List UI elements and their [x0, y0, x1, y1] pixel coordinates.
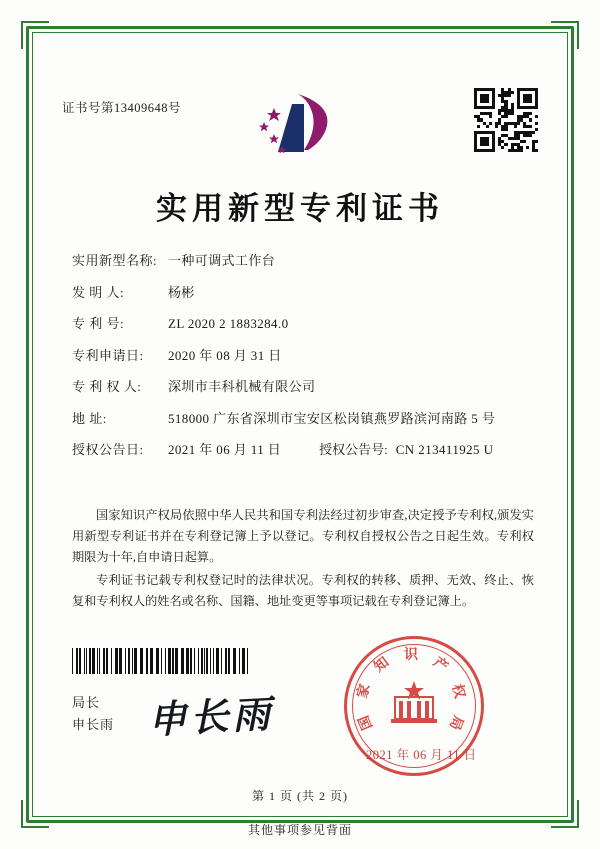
barcode — [72, 648, 250, 674]
seal-date: 2021 年 06 月 11 日 — [366, 748, 477, 762]
director-name-label: 申长雨 — [72, 717, 115, 732]
field-label: 专 利 权 人: — [72, 379, 142, 394]
paragraph-2: 专利证书记载专利权登记时的法律状况。专利权的转移、质押、无效、终止、恢复和专利权人的姓名或名称、国籍、地址变更等事项记载在专利登记簿上。 — [72, 573, 534, 608]
field-value: 518000 广东省深圳市宝安区松岗镇燕罗路滨河南路 5 号 — [168, 410, 496, 426]
field-row-application-date — [72, 347, 536, 365]
corner-ornament-top-left — [21, 21, 49, 49]
page-indicator: 第 1 页 (共 2 页) — [252, 789, 348, 803]
grant-date-value: 2021 年 06 月 11 日 — [168, 442, 282, 457]
field-label: 专 利 号: — [72, 316, 125, 331]
director-role-label: 局长 — [72, 695, 101, 710]
field-label: 专利申请日: — [72, 347, 144, 363]
field-row-patent-number — [72, 315, 536, 333]
legal-text — [72, 505, 534, 614]
page-title: 实用新型专利证书 — [156, 191, 444, 226]
qr-code — [474, 88, 538, 152]
field-value: 一种可调式工作台 — [168, 253, 276, 268]
field-list — [72, 252, 536, 473]
field-value: 杨彬 — [168, 284, 195, 300]
corner-ornament-top-right — [551, 21, 579, 49]
signature-block — [72, 692, 114, 736]
certificate-number: 证书号第13409648号 — [62, 101, 182, 115]
cnipa-logo-icon — [252, 88, 338, 160]
handwritten-signature: 申长雨 — [147, 693, 276, 743]
grant-number-label: 授权公告号: — [319, 442, 388, 457]
paragraph-1: 国家知识产权局依照中华人民共和国专利法经过初步审查,决定授予专利权,颁发实用新型专利证书并在专利登记簿上予以登记。专利权自授权公告之日起生效。专利权期限为十年,自申请日起算。 — [72, 508, 534, 564]
field-label: 地 址: — [72, 410, 107, 426]
field-label: 发 明 人: — [72, 284, 125, 300]
field-label: 实用新型名称: — [72, 253, 158, 268]
official-seal: 国 家 知 识 产 权 局 — [344, 636, 484, 776]
field-value: 2020 年 08 月 31 日 — [168, 347, 282, 363]
field-row-grant — [72, 441, 536, 459]
footnote: 其他事项参见背面 — [247, 823, 352, 837]
field-row-inventor — [72, 284, 536, 302]
field-row-address — [72, 410, 536, 428]
field-value: 深圳市丰科机械有限公司 — [168, 379, 316, 394]
seal-emblem-icon — [385, 677, 443, 735]
field-row-name — [72, 252, 536, 270]
grant-date-label: 授权公告日: — [72, 442, 144, 457]
field-value: ZL 2020 2 1883284.0 — [168, 316, 289, 331]
grant-number-value: CN 213411925 U — [395, 442, 494, 457]
field-row-patentee — [72, 378, 536, 396]
